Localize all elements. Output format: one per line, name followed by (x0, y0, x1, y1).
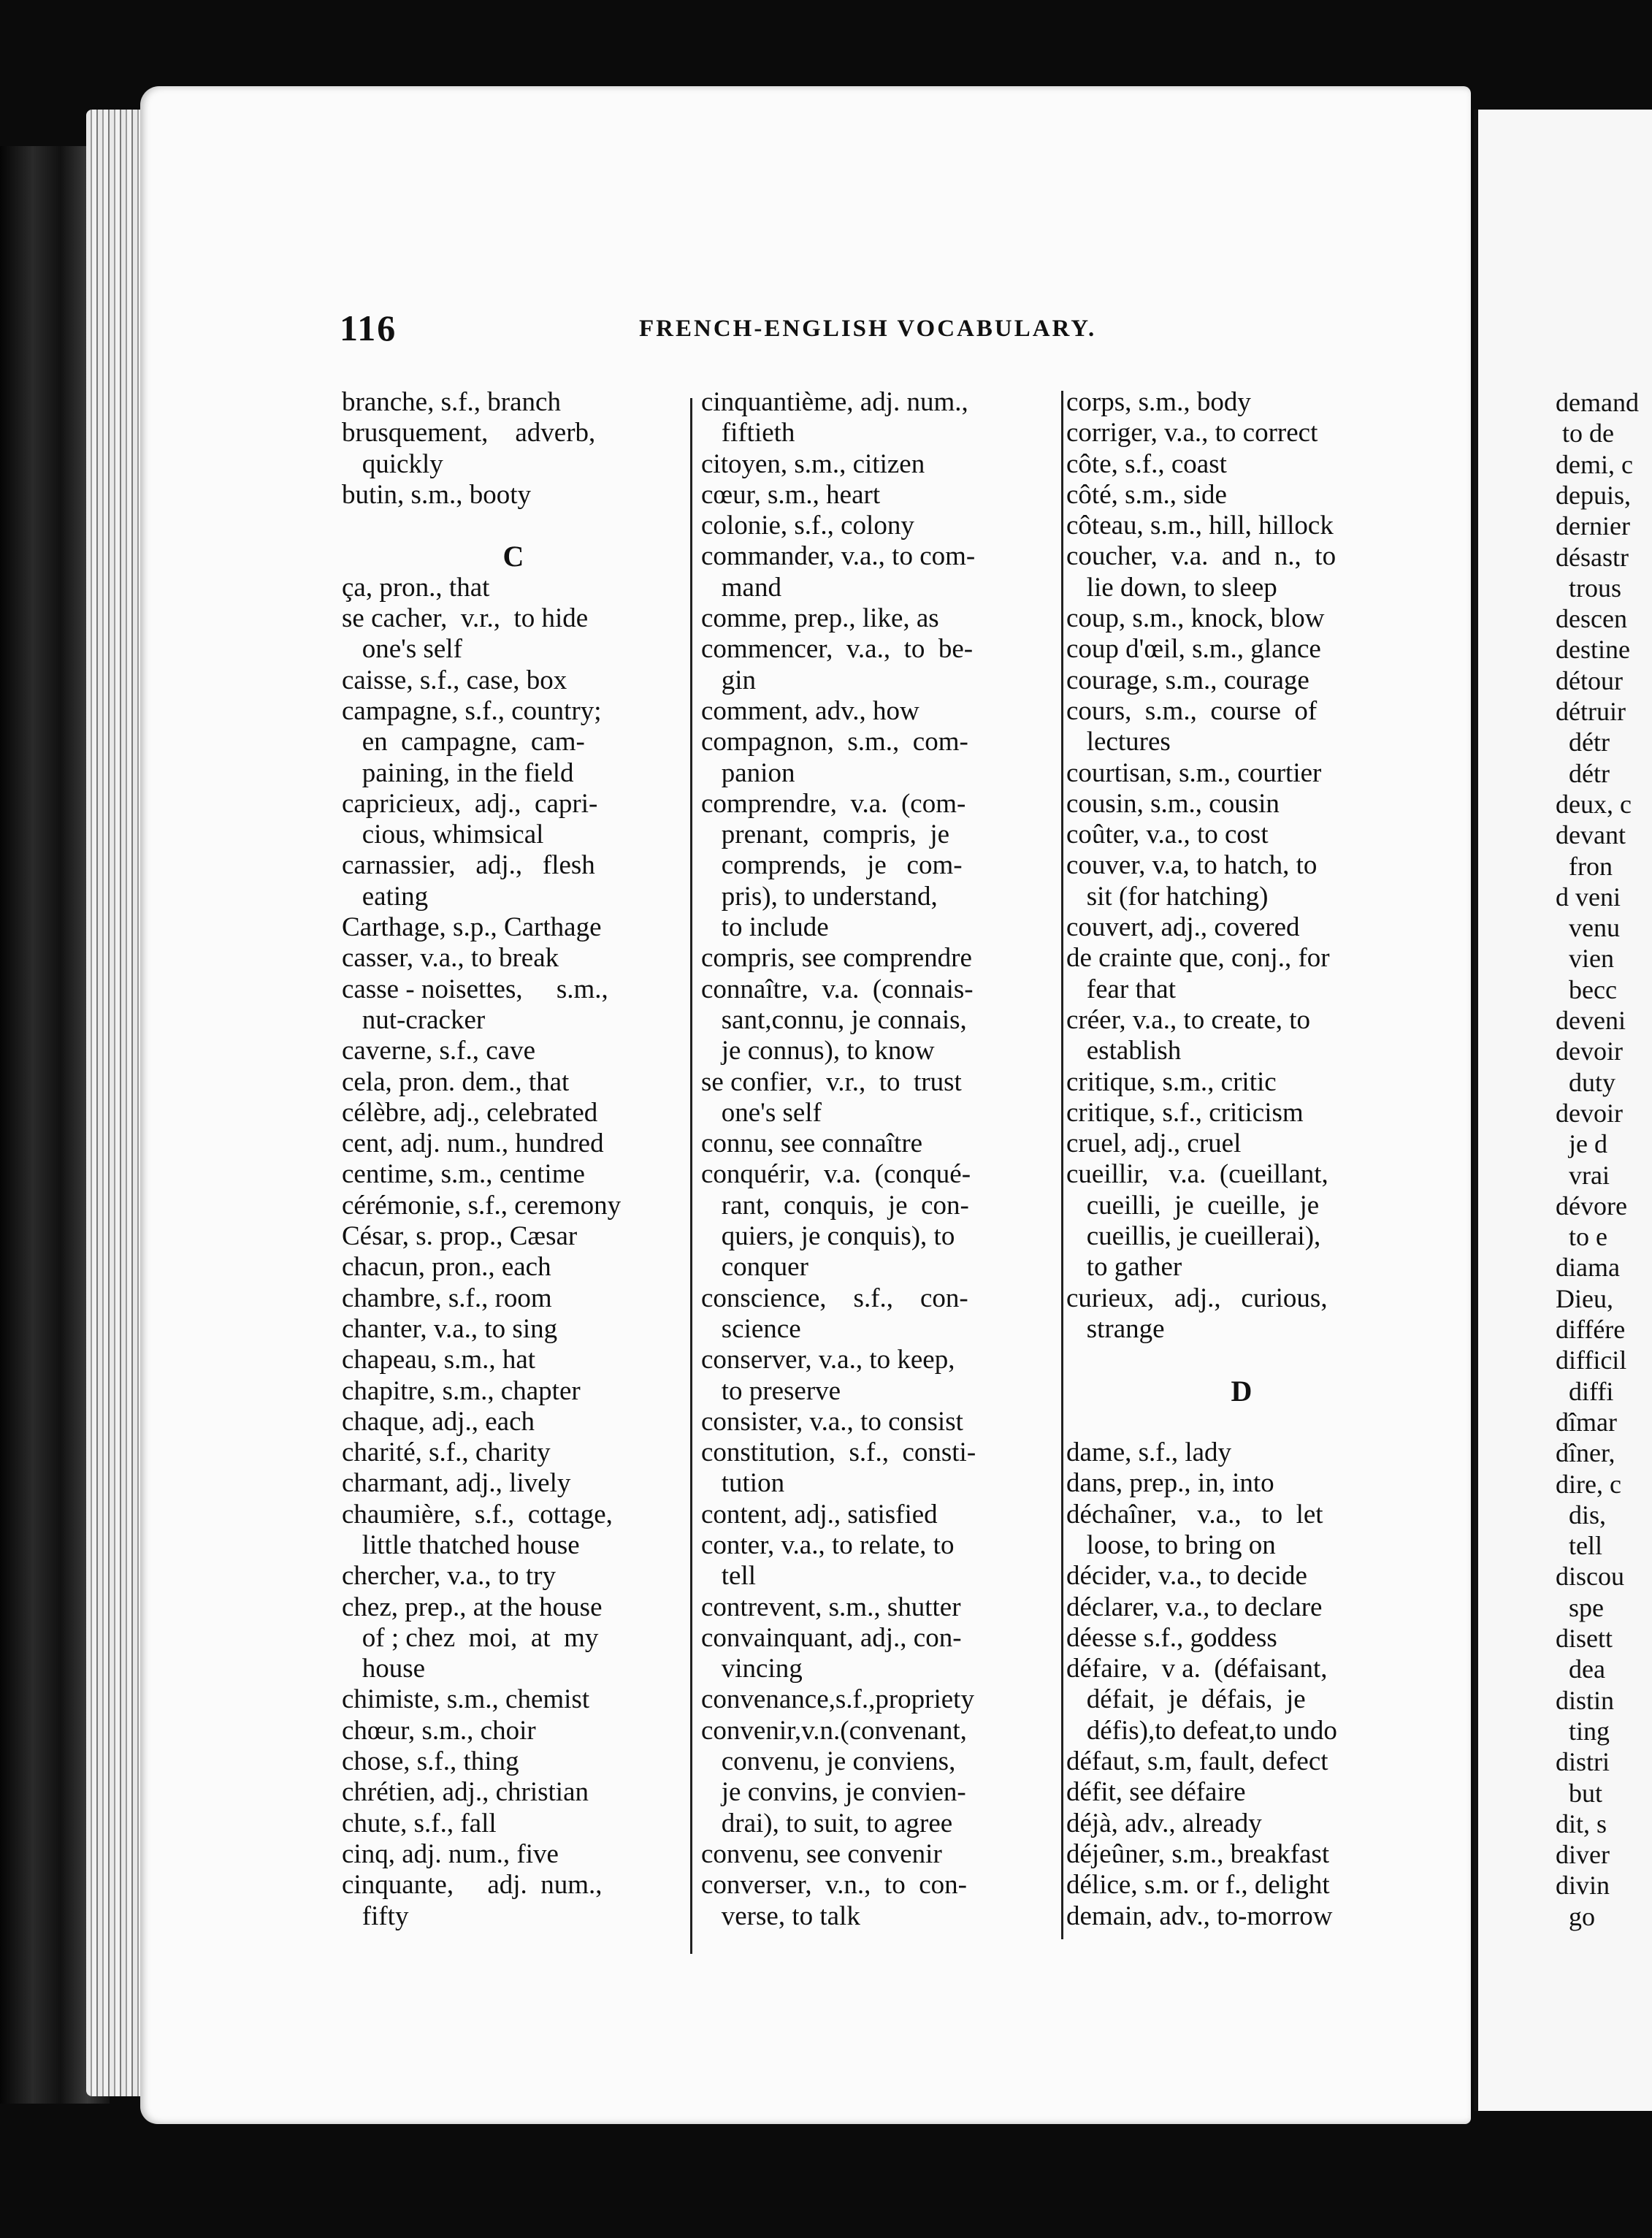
vocab-entry: centime, s.m., centime (342, 1159, 585, 1190)
entry-continuation: convenu, je conviens, (701, 1746, 956, 1777)
vocab-entry: caisse, s.f., case, box (342, 665, 567, 695)
vocab-entry: côté, s.m., side (1066, 479, 1227, 510)
page-number: 116 (340, 308, 397, 348)
vocab-entry: coup, s.m., knock, blow (1066, 603, 1325, 634)
vocab-entry: commencer, v.a., to be- (701, 634, 974, 665)
vocab-entry: cérémonie, s.f., ceremony (342, 1190, 622, 1221)
vocab-entry: commander, v.a., to com- (701, 541, 976, 572)
entry-continuation: of ; chez moi, at my (342, 1622, 599, 1653)
vocab-entry (1066, 1345, 1417, 1375)
vocab-entry: connaître, v.a. (connais- (701, 974, 974, 1004)
vocab-entry: cueillir, v.a. (cueillant, (1066, 1159, 1328, 1190)
facing-page-fragment: to e (1556, 1222, 1607, 1252)
entry-continuation: prenant, compris, je (701, 820, 950, 850)
vocab-entry: coup d'œil, s.m., glance (1066, 634, 1321, 665)
vocab-entry: cruel, adj., cruel (1066, 1128, 1242, 1159)
vocab-entry: côteau, s.m., hill, hillock (1066, 511, 1334, 541)
vocab-entry: déjeûner, s.m., breakfast (1066, 1838, 1330, 1869)
vocab-entry: comprendre, v.a. (com- (701, 788, 966, 819)
vocab-entry: se confier, v.r., to trust (701, 1066, 962, 1097)
entry-continuation: lie down, to sleep (1066, 572, 1277, 603)
vocab-entry: conquérir, v.a. (conqué- (701, 1159, 971, 1190)
entry-continuation: nut-cracker (342, 1004, 486, 1035)
facing-page-fragment: dit, s (1556, 1809, 1607, 1838)
entry-continuation: drai), to suit, to agree (701, 1808, 953, 1838)
vocab-entry: dame, s.f., lady (1066, 1437, 1232, 1468)
facing-page-fragment: descen (1556, 604, 1627, 634)
vocab-entry: chœur, s.m., choir (342, 1715, 536, 1746)
entry-continuation: strange (1066, 1313, 1165, 1344)
column-2 (701, 387, 1052, 1932)
vocab-entry: chacun, pron., each (342, 1252, 551, 1283)
vocab-entry: corriger, v.a., to correct (1066, 418, 1318, 448)
vocab-entry: chanter, v.a., to sing (342, 1313, 558, 1344)
section-letter: C (502, 540, 524, 573)
entry-continuation: to gather (1066, 1252, 1182, 1283)
vocab-entry: connu, see connaître (701, 1128, 923, 1159)
facing-page-fragment: dire, c (1556, 1469, 1621, 1499)
vocab-entry: corps, s.m., body (1066, 387, 1251, 417)
vocab-entry: se cacher, v.r., to hide (342, 603, 589, 634)
facing-page-fragment: devoir (1556, 1036, 1623, 1066)
vocab-entry: chez, prep., at the house (342, 1592, 603, 1622)
entry-continuation: one's self (342, 634, 462, 665)
vocab-entry: branche, s.f., branch (342, 387, 561, 417)
vocab-entry: courage, s.m., courage (1066, 665, 1309, 695)
section-letter: D (1231, 1374, 1253, 1408)
facing-page-fragment: trous (1556, 573, 1621, 603)
column-1 (342, 387, 685, 1932)
facing-page-fragment: devoir (1556, 1098, 1623, 1128)
vocab-entry: content, adj., satisfied (701, 1499, 938, 1529)
vocab-entry: convenir,v.n.(convenant, (701, 1715, 967, 1746)
vocab-entry: charité, s.f., charity (342, 1437, 551, 1468)
entry-continuation: tution (701, 1468, 785, 1499)
entry-continuation: vincing (701, 1654, 803, 1684)
vocab-entry: cent, adj. num., hundred (342, 1128, 604, 1159)
vocab-entry: butin, s.m., booty (342, 479, 532, 510)
entry-continuation: lectures (1066, 727, 1171, 757)
facing-page-fragment: détruir (1556, 697, 1626, 726)
vocab-entry: convenance,s.f.,propriety (701, 1684, 974, 1715)
facing-page-fragment: demand (1556, 388, 1639, 417)
vocab-entry: délice, s.m. or f., delight (1066, 1870, 1330, 1901)
vocab-entry: cours, s.m., course of (1066, 695, 1318, 726)
facing-page-fragment: deveni (1556, 1006, 1626, 1035)
facing-page-fragment: duty (1556, 1067, 1616, 1097)
vocab-entry: critique, s.m., critic (1066, 1066, 1277, 1097)
vocab-entry: décider, v.a., to decide (1066, 1561, 1307, 1592)
vocab-entry: chercher, v.a., to try (342, 1561, 557, 1592)
vocab-entry: convenu, see convenir (701, 1838, 942, 1869)
vocab-entry: de crainte que, conj., for (1066, 943, 1330, 974)
vocab-entry: cinquantième, adj. num., (701, 387, 968, 417)
facing-page-fragment: destine (1556, 635, 1630, 665)
entry-continuation: to include (701, 912, 829, 943)
entry-continuation: en campagne, cam- (342, 727, 585, 757)
vocab-entry: défit, see défaire (1066, 1777, 1246, 1808)
vocab-entry: demain, adv., to-morrow (1066, 1901, 1333, 1931)
entry-continuation: défait, je défais, je (1066, 1684, 1306, 1715)
vocab-entry: déchaîner, v.a., to let (1066, 1499, 1323, 1529)
entry-continuation: pris), to understand, (701, 881, 938, 912)
vocab-entry: comment, adv., how (701, 695, 919, 726)
page-title: FRENCH-ENGLISH VOCABULARY. (639, 316, 1097, 342)
entry-continuation: to preserve (701, 1375, 841, 1406)
facing-page-fragment: demi, c (1556, 449, 1633, 479)
facing-page-fragment: deux, c (1556, 789, 1632, 819)
facing-page-fragment: dîner, (1556, 1438, 1615, 1468)
column-rule-2 (1061, 391, 1063, 1939)
vocab-entry: consister, v.a., to consist (701, 1406, 963, 1437)
vocab-entry: défaut, s.m, fault, defect (1066, 1746, 1328, 1777)
vocab-entry: chimiste, s.m., chemist (342, 1684, 590, 1715)
vocab-entry: cinq, adj. num., five (342, 1838, 559, 1869)
entry-continuation: establish (1066, 1036, 1182, 1066)
facing-page-fragment: détr (1556, 758, 1610, 788)
vocab-entry: coûter, v.a., to cost (1066, 820, 1269, 850)
entry-continuation: fear that (1066, 974, 1176, 1004)
facing-page-fragment: becc (1556, 974, 1617, 1004)
entry-continuation: fifty (342, 1901, 409, 1931)
running-head (340, 307, 1435, 358)
entry-continuation: one's self (701, 1097, 822, 1128)
facing-page-fragment: diver (1556, 1840, 1610, 1870)
entry-continuation: sit (for hatching) (1066, 881, 1269, 912)
entry-continuation: rant, conquis, je con- (701, 1190, 969, 1221)
entry-continuation: gin (701, 665, 757, 695)
vocab-entry: brusquement, adverb, (342, 418, 596, 448)
vocab-entry: charmant, adj., lively (342, 1468, 571, 1499)
entry-continuation: quiers, je conquis), to (701, 1221, 955, 1252)
vocab-entry: César, s. prop., Cæsar (342, 1221, 578, 1252)
facing-page-fragment: fron (1556, 851, 1613, 881)
entry-continuation: conquer (701, 1252, 808, 1283)
vocab-entry (342, 511, 685, 541)
entry-continuation: eating (342, 881, 429, 912)
facing-page-fragment: distin (1556, 1685, 1615, 1715)
vocab-entry: côte, s.f., coast (1066, 448, 1227, 479)
entry-continuation: je convins, je convien- (701, 1777, 966, 1808)
vocab-entry: célèbre, adj., celebrated (342, 1097, 598, 1128)
entry-continuation: house (342, 1654, 426, 1684)
vocab-entry: conter, v.a., to relate, to (701, 1529, 955, 1560)
facing-page-fragment: d veni (1556, 882, 1621, 912)
facing-page-fragment: dea (1556, 1654, 1605, 1684)
vocab-entry: chapeau, s.m., hat (342, 1345, 536, 1375)
facing-page-fragment: différe (1556, 1315, 1626, 1344)
vocab-entry: citoyen, s.m., citizen (701, 448, 925, 479)
entry-continuation: comprends, je com- (701, 850, 963, 881)
vocab-entry: chaumière, s.f., cottage, (342, 1499, 613, 1529)
entry-continuation: science (701, 1313, 801, 1344)
entry-continuation: mand (701, 572, 781, 603)
vocab-entry: chute, s.f., fall (342, 1808, 497, 1838)
facing-page-fragment: diffi (1556, 1376, 1614, 1406)
vocab-entry: constitution, s.f., consti- (701, 1437, 976, 1468)
vocab-entry: chambre, s.f., room (342, 1283, 552, 1313)
vocab-entry: casse - noisettes, s.m., (342, 974, 608, 1004)
facing-page-fragment: depuis, (1556, 480, 1631, 510)
vocab-entry: défaire, v a. (défaisant, (1066, 1654, 1328, 1684)
facing-page-fragment: Dieu, (1556, 1283, 1613, 1313)
vocab-entry: chose, s.f., thing (342, 1746, 519, 1777)
facing-page-fragment: tell (1556, 1531, 1602, 1561)
entry-continuation: tell (701, 1561, 757, 1592)
vocab-entry: contrevent, s.m., shutter (701, 1592, 961, 1622)
vocab-entry: curieux, adj., curious, (1066, 1283, 1328, 1313)
vocab-entry: déclarer, v.a., to declare (1066, 1592, 1323, 1622)
facing-page-fragment: go (1556, 1901, 1595, 1931)
vocab-entry: couver, v.a, to hatch, to (1066, 850, 1318, 881)
vocab-entry: chaque, adj., each (342, 1406, 535, 1437)
entry-continuation: little thatched house (342, 1529, 580, 1560)
entry-continuation: paining, in the field (342, 757, 574, 788)
facing-page-fragment: diama (1556, 1253, 1620, 1283)
facing-page-fragment: détour (1556, 665, 1623, 695)
entry-continuation: loose, to bring on (1066, 1529, 1276, 1560)
entry-continuation: quickly (342, 448, 443, 479)
vocab-entry: dans, prep., in, into (1066, 1468, 1274, 1499)
vocab-entry: cela, pron. dem., that (342, 1066, 570, 1097)
entry-continuation: verse, to talk (701, 1901, 860, 1931)
entry-continuation: cueilli, je cueille, je (1066, 1190, 1320, 1221)
vocab-entry: couvert, adj., covered (1066, 912, 1300, 943)
facing-page-fragment: to de (1556, 419, 1614, 448)
facing-page-fragment: venu (1556, 913, 1620, 943)
vocab-entry: cœur, s.m., heart (701, 479, 881, 510)
facing-page-fragment: dévore (1556, 1191, 1627, 1221)
vocab-entry: coucher, v.a. and n., to (1066, 541, 1336, 572)
facing-page-fragment: disett (1556, 1624, 1613, 1653)
vocab-entry: carnassier, adj., flesh (342, 850, 595, 881)
vocab-entry: déesse s.f., goddess (1066, 1622, 1277, 1653)
vocab-entry: Carthage, s.p., Carthage (342, 912, 602, 943)
facing-page-fragment: difficil (1556, 1345, 1627, 1375)
vocab-entry: courtisan, s.m., courtier (1066, 757, 1322, 788)
vocab-entry: conscience, s.f., con- (701, 1283, 968, 1313)
facing-page-fragment: dernier (1556, 511, 1630, 541)
vocab-entry: ça, pron., that (342, 572, 490, 603)
vocab-entry: campagne, s.f., country; (342, 695, 602, 726)
vocab-entry: convainquant, adj., con- (701, 1622, 962, 1653)
vocab-entry: colonie, s.f., colony (701, 511, 914, 541)
facing-page-fragment: spe (1556, 1592, 1604, 1622)
vocab-entry: compagnon, s.m., com- (701, 727, 968, 757)
entry-continuation: cueillis, je cueillerai), (1066, 1221, 1321, 1252)
vocab-entry: comme, prep., like, as (701, 603, 939, 634)
vocab-entry: chapitre, s.m., chapter (342, 1375, 581, 1406)
vocab-entry: converser, v.n., to con- (701, 1870, 967, 1901)
entry-continuation: défis),to defeat,to undo (1066, 1715, 1337, 1746)
vocab-entry: créer, v.a., to create, to (1066, 1004, 1311, 1035)
vocab-entry (1066, 1407, 1417, 1437)
vocab-entry: chrétien, adj., christian (342, 1777, 589, 1808)
facing-page-fragment: distri (1556, 1747, 1610, 1777)
vocab-entry: cousin, s.m., cousin (1066, 788, 1280, 819)
entry-continuation: cious, whimsical (342, 820, 544, 850)
vocab-entry: caverne, s.f., cave (342, 1036, 535, 1066)
entry-continuation: panion (701, 757, 795, 788)
facing-page-fragment: je d (1556, 1129, 1607, 1159)
facing-page-fragment: ting (1556, 1716, 1610, 1746)
entry-continuation: sant,connu, je connais, (701, 1004, 967, 1035)
facing-page-fragment: vrai (1556, 1160, 1610, 1190)
vocab-entry: conserver, v.a., to keep, (701, 1345, 955, 1375)
facing-page-fragment: vien (1556, 944, 1614, 974)
facing-page-fragment: discou (1556, 1562, 1624, 1592)
entry-continuation: je connus), to know (701, 1036, 935, 1066)
facing-page-fragment: but (1556, 1778, 1603, 1808)
facing-page-fragment: dis, (1556, 1500, 1607, 1529)
column-rule-1 (690, 398, 692, 1954)
facing-page-fragment: désastr (1556, 542, 1629, 572)
vocab-entry: capricieux, adj., capri- (342, 788, 598, 819)
vocab-entry: casser, v.a., to break (342, 943, 559, 974)
vocab-entry: compris, see comprendre (701, 943, 972, 974)
vocab-entry: critique, s.f., criticism (1066, 1097, 1304, 1128)
entry-continuation: fiftieth (701, 418, 795, 448)
facing-page-fragment: devant (1556, 820, 1626, 850)
column-3 (1066, 387, 1417, 1932)
facing-page-fragment: divin (1556, 1871, 1610, 1901)
facing-page-fragment: dîmar (1556, 1407, 1617, 1437)
facing-page-fragment: détr (1556, 727, 1610, 757)
vocab-entry: cinquante, adj. num., (342, 1870, 603, 1901)
vocab-entry: déjà, adv., already (1066, 1808, 1262, 1838)
